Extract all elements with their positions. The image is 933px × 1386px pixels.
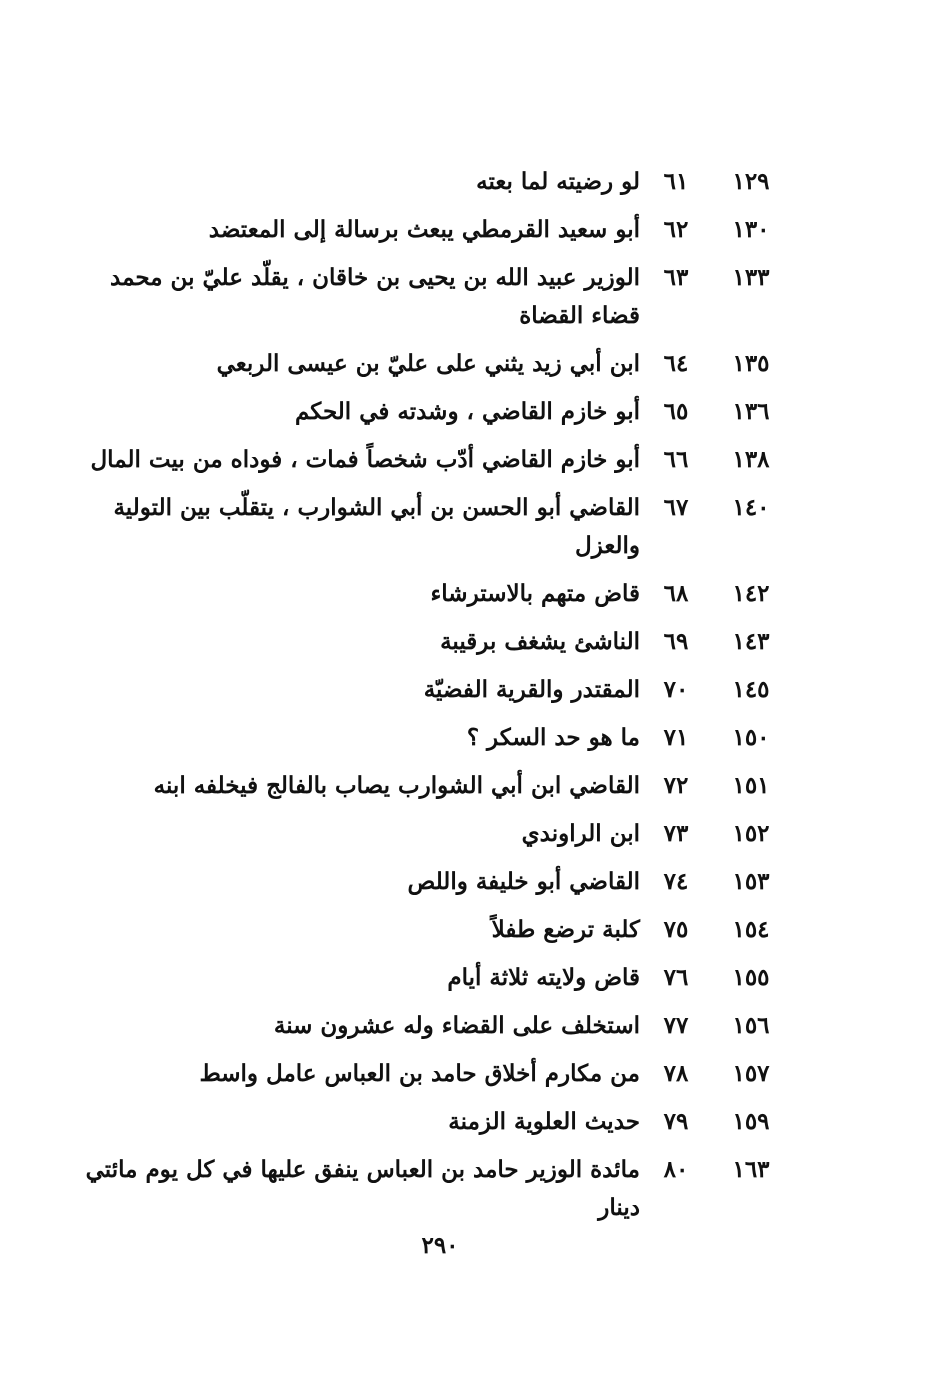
page-number: ١٥٠ [732, 724, 770, 751]
entry-title: قاض ولايته ثلاثة أيام [447, 964, 640, 991]
entry-number: ٧٦ [663, 964, 689, 991]
entry-title: أبو خازم القاضي ، وشدته في الحكم [294, 398, 640, 425]
toc-row [70, 959, 790, 997]
entry-title: لو رضيته لما بعته [476, 168, 640, 195]
entry-title: المقتدر والقرية الفضيّة [423, 676, 640, 703]
entry-title: مائدة الوزير حامد بن العباس ينفق عليها في كل يوم مائتي دينار [85, 1156, 640, 1221]
page-number: ١٣٠ [732, 216, 770, 243]
page-number: ١٥٣ [732, 868, 770, 895]
entry-title: الوزير عبيد الله بن يحيى بن خاقان ، يقلّد عليّ بن محمد قضاء القضاة [110, 264, 640, 329]
folio-page-number: ٢٩٠ [421, 1232, 459, 1259]
page-number: ١٤٣ [732, 628, 770, 655]
page-number: ١٣٦ [732, 398, 770, 425]
entry-title: القاضي أبو خليفة واللص [407, 868, 640, 895]
entry-number: ٦١ [663, 168, 689, 195]
entry-number: ٧٨ [663, 1060, 689, 1087]
page-number: ١٣٥ [732, 350, 770, 377]
entry-number: ٦٨ [663, 580, 689, 607]
entry-number: ٧٤ [663, 868, 689, 895]
entry-number: ٦٤ [663, 350, 689, 377]
toc-row [70, 863, 790, 901]
entry-number: ٧٢ [663, 772, 689, 799]
entry-title: أبو خازم القاضي أدّب شخصاً فمات ، فوداه من بيت المال [90, 446, 640, 473]
toc-row [70, 345, 790, 383]
page-number: ١٥١ [732, 772, 770, 799]
page-number: ١٣٨ [732, 446, 770, 473]
toc-row [70, 815, 790, 853]
toc-row [70, 575, 790, 613]
entry-number: ٧٩ [663, 1108, 689, 1135]
page-number: ١٣٣ [732, 264, 770, 291]
entry-title: القاضي أبو الحسن بن أبي الشوارب ، يتقلّب بين التولية والعزل [113, 494, 640, 559]
entry-number: ٦٧ [663, 494, 689, 521]
toc-row [70, 211, 790, 249]
entry-title: حديث العلوية الزمنة [448, 1108, 640, 1135]
toc-row [70, 1055, 790, 1093]
page-number: ١٥٤ [732, 916, 770, 943]
table-of-contents [70, 163, 790, 1237]
entry-number: ٧٧ [663, 1012, 689, 1039]
toc-row [70, 163, 790, 201]
toc-row [70, 911, 790, 949]
entry-title: أبو سعيد القرمطي يبعث برسالة إلى المعتضد [208, 216, 640, 243]
page-number: ١٤٠ [732, 494, 770, 521]
page-number: ١٥٥ [732, 964, 770, 991]
entry-number: ٨٠ [663, 1156, 689, 1183]
entry-title: ابن أبي زيد يثني على عليّ بن عيسى الربعي [216, 350, 640, 377]
entry-title: ما هو حد السكر ؟ [466, 724, 640, 751]
toc-row [70, 489, 790, 565]
entry-number: ٧٣ [663, 820, 689, 847]
entry-title: استخلف على القضاء وله عشرون سنة [273, 1012, 640, 1039]
entry-number: ٦٢ [663, 216, 689, 243]
toc-row [70, 719, 790, 757]
entry-number: ٧١ [663, 724, 689, 751]
toc-row [70, 671, 790, 709]
page-number: ١٥٩ [732, 1108, 770, 1135]
toc-row [70, 1007, 790, 1045]
page-number: ١٤٢ [732, 580, 770, 607]
page-number: ١٤٥ [732, 676, 770, 703]
toc-row [70, 623, 790, 661]
entry-title: الناشئ يشغف برقيبة [440, 628, 640, 655]
page-number: ١٢٩ [732, 168, 770, 195]
page-number: ١٥٢ [732, 820, 770, 847]
entry-title: من مكارم أخلاق حامد بن العباس عامل واسط [199, 1060, 640, 1087]
page-number: ١٥٦ [732, 1012, 770, 1039]
toc-row [70, 1103, 790, 1141]
entry-number: ٧٠ [663, 676, 689, 703]
page-number: ١٦٣ [732, 1156, 770, 1183]
entry-title: ابن الراوندي [521, 820, 640, 847]
toc-row [70, 393, 790, 431]
entry-number: ٦٥ [663, 398, 689, 425]
entry-number: ٦٦ [663, 446, 689, 473]
entry-title: القاضي ابن أبي الشوارب يصاب بالفالج فيخلفه ابنه [153, 772, 640, 799]
toc-row [70, 441, 790, 479]
entry-title: قاض متهم بالاسترشاء [430, 580, 640, 607]
toc-row [70, 259, 790, 335]
toc-row [70, 1151, 790, 1227]
entry-title: كلبة ترضع طفلاً [491, 916, 640, 943]
entry-number: ٧٥ [663, 916, 689, 943]
page-number: ١٥٧ [732, 1060, 770, 1087]
toc-row [70, 767, 790, 805]
entry-number: ٦٩ [663, 628, 689, 655]
entry-number: ٦٣ [663, 264, 689, 291]
